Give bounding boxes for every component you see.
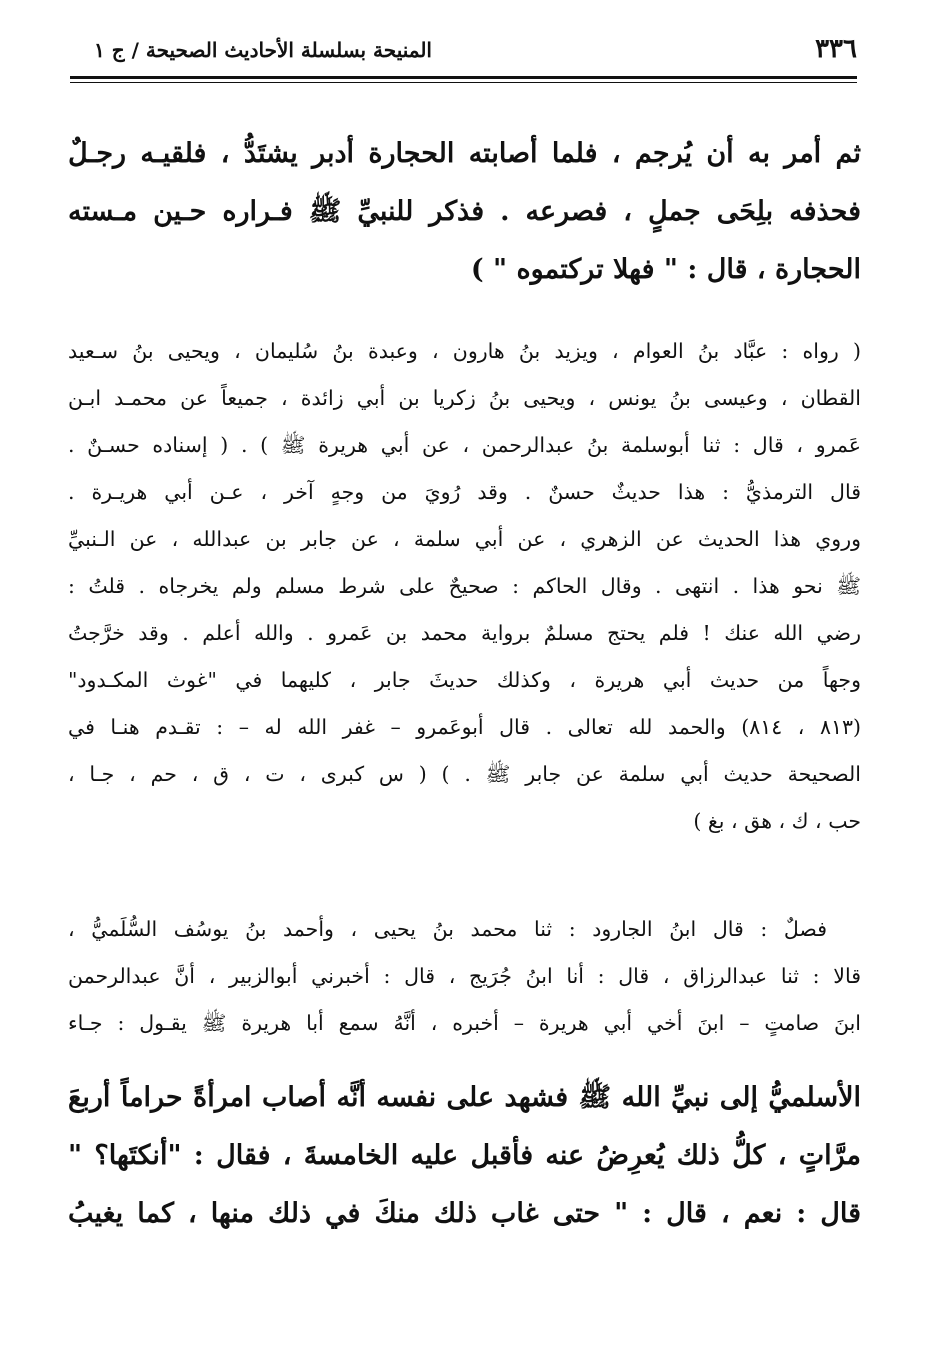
isnad-block — [68, 906, 861, 1047]
hadith-line: فحذفه بلِحَى جملٍ ، فصرعه . فذكر للنبيِّ ﷺ فـراره حـين مـسته — [68, 196, 861, 227]
header-rule-thin — [70, 82, 857, 83]
commentary-line: رضي الله عنك ! فلم يحتج مسلمٌ برواية محمد بن عَمرو . والله أعلم . وقد خرَّجتُ — [68, 621, 861, 645]
commentary-line: (٨١٣ ، ٨١٤) والحمد لله تعالى . قال أبوعَمرو – غفر الله له – : تقـدم هنـا في — [68, 715, 861, 739]
matn-block — [68, 1069, 861, 1243]
commentary-line: حب ، ك ، هق ، بغ ) — [693, 809, 861, 833]
isnad-line: ابنَ صامتٍ – ابنَ أخي أبي هريرة – أخبره ، أنَّهُ سمع أبا هريرة ﷺ يقـول : جـاء — [68, 1011, 861, 1035]
isnad-line: قالا : ثنا عبدالرزاق ، قال : أنا ابنُ جُرَيج ، قال : أخبرني أبوالزبير ، أنَّ عبدالرحمن — [68, 964, 861, 988]
header-rule-thick — [70, 76, 857, 79]
page-number: ٣٣٦ — [815, 34, 857, 64]
commentary-line: وجهاً من حديث أبي هريرة ، وكذلك حديثَ جابر ، كليهما في "غوث المكـدود" — [68, 668, 861, 692]
commentary-block — [68, 328, 861, 845]
commentary-line: ﷺ نحو هذا . انتهى . وقال الحاكم : صحيحٌ على شرط مسلم ولم يخرجاه . قلتُ : — [68, 574, 861, 598]
hadith-text — [68, 125, 861, 299]
commentary-line: عَمرو ، قال : ثنا أبوسلمة بنُ عبدالرحمن ، عن أبي هريرة ﷺ ) . ( إسناده حسـنٌ . — [68, 433, 861, 457]
matn-line: قال : نعم ، قال : " حتى غاب ذلك منكَ في ذلك منها ، كما يغيبُ — [68, 1198, 861, 1229]
commentary-line: الصحيحة حديث أبي سلمة عن جابر ﷺ . ) ( س كبرى ، ت ، ق ، حم ، جـا ، — [68, 762, 861, 786]
matn-line: الأسلميُّ إلى نبيِّ الله ﷺ فشهد على نفسه أنَّه أصاب امرأةً حراماً أربعَ — [68, 1082, 861, 1113]
running-title: المنيحة بسلسلة الأحاديث الصحيحة / ج ١ — [94, 38, 432, 62]
commentary-line: القطان ، وعيسى بنُ يونس ، ويحيى بنُ زكريا بن أبي زائدة ، جميعاً عن محمـد ابـن — [68, 386, 861, 410]
commentary-line: قال الترمذيُّ : هذا حديثٌ حسنٌ . وقد رُويَ من وجهٍ آخر ، عـن أبي هريـرة . — [68, 480, 861, 504]
isnad-line: فصلٌ : قال ابنُ الجارود : ثنا محمد بنُ يحيى ، وأحمد بنُ يوسُف السُّلَميُّ ، — [68, 917, 827, 941]
page-header — [70, 30, 857, 76]
matn-line: مرَّاتٍ ، كلُّ ذلك يُعرِضُ عنه فأقبل عليه الخامسةَ ، فقال : "أنكتَها؟ " — [68, 1140, 861, 1171]
commentary-line: وروي هذا الحديث عن الزهري ، عن أبي سلمة ، عن جابر بن عبدالله ، عن الـنبيِّ — [68, 527, 861, 551]
hadith-line: الحجارة ، قال : " فهلا تركتموه " ) — [470, 254, 861, 285]
hadith-line: ثم أمر به أن يُرجم ، فلما أصابته الحجارة أدبر يشتَدُّ ، فلقيـه رجـلٌ — [68, 138, 861, 169]
commentary-line: ( رواه : عبَّاد بنُ العوام ، ويزيد بنُ هارون ، وعبدة بنُ سُليمان ، ويحيى بنُ سـعيد — [68, 339, 861, 363]
